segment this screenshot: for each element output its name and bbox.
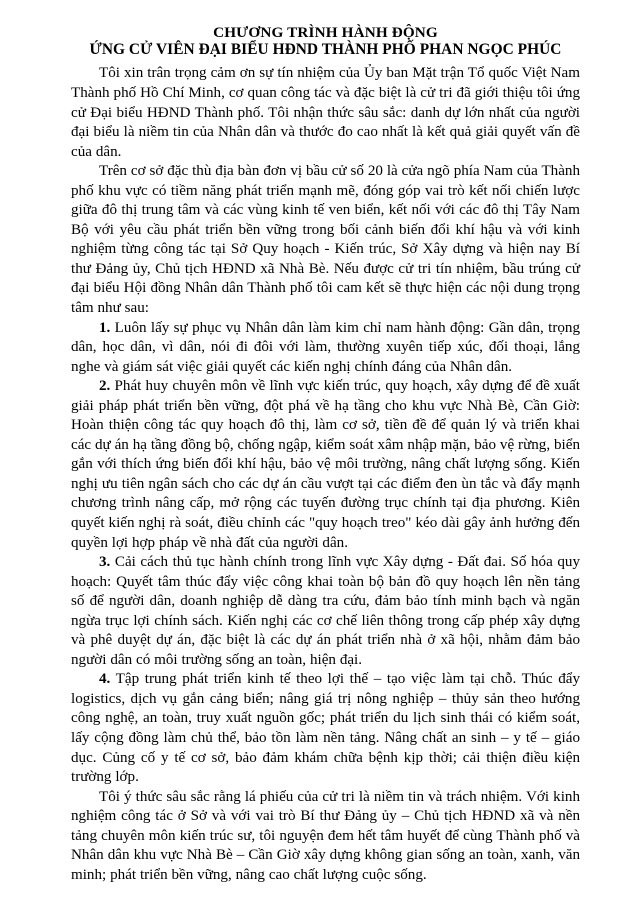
paragraph-text: Trên cơ sở đặc thù địa bàn đơn vị bầu cử số 20 là cửa ngõ phía Nam của Thành phố khu vực có tiềm năng phát triển mạnh mẽ, đóng góp vai trò kết nối chiến lược giữa đô thị trung tâm và các vùng kinh tế ven biển, kết nối với các đô thị Tây Nam Bộ với yêu cầu phát triển bền vững trong bối cảnh biến đổi khí hậu và với kinh nghiệm từng công tác tại Sở Quy hoạch - Kiến trúc, Sở Xây dựng và hiện nay Bí thư Đảng ủy, Chủ tịch HĐND xã Nhà Bè. Nếu được cử tri tín nhiệm, bầu trúng cử đại biểu Hội đồng Nhân dân Thành phố tôi cam kết sẽ thực hiện các nội dung trọng tâm như sau: — [71, 163, 580, 316]
paragraph-lead: 2. — [99, 378, 111, 395]
paragraph-context — [71, 162, 580, 318]
paragraph-lead: 1. — [99, 319, 111, 336]
paragraph-commitment-3 — [71, 553, 580, 670]
paragraph-commitment-2 — [71, 377, 580, 553]
paragraph-text: Cải cách thủ tục hành chính trong lĩnh vực Xây dựng - Đất đai. Số hóa quy hoạch: Quyết tâm thúc đẩy việc công khai toàn bộ bản đồ quy hoạch lên nền tảng số để người dân, doanh nghiệp dễ dàng tra cứu, đảm bảo tính minh bạch và ngăn ngừa trục lợi chính sách. Kiến nghị các cơ chế liên thông trong cấp phép xây dựng và phê duyệt dự án, đặc biệt là các dự án phát triển nhà ở xã hội, nhằm đảm bảo người dân có môi trường sống an toàn, hiện đại. — [71, 554, 580, 668]
paragraph-closing — [71, 788, 580, 886]
paragraph-commitment-1 — [71, 319, 580, 378]
paragraph-text: Tập trung phát triển kinh tế theo lợi thế – tạo việc làm tại chỗ. Thúc đẩy logistics, dịch vụ gắn cảng biển; nâng giá trị nông nghiệp – thủy sản theo hướng công nghệ, an toàn, truy xuất nguồn gốc; phát triển du lịch sinh thái có kiểm soát, lấy cộng đồng làm chủ thể, bảo tồn làm nền tảng. Nâng chất an sinh – y tế – giáo dục. Củng cố y tế cơ sở, bảo đảm khám chữa bệnh kịp thời; cải thiện điều kiện trường lớp. — [71, 671, 580, 786]
page-title-line-2: ỨNG CỬ VIÊN ĐẠI BIỂU HĐND THÀNH PHỐ PHAN NGỌC PHÚC — [89, 41, 562, 59]
paragraph-text: Tôi xin trân trọng cảm ơn sự tín nhiệm của Ủy ban Mặt trận Tổ quốc Việt Nam Thành phố Hồ Chí Minh, cơ quan công tác và đặc biệt là cử tri đã giới thiệu tôi ứng cử Đại biểu HĐND Thành phố. Tôi nhận thức sâu sắc: danh dự lớn nhất của người đại biểu là niềm tin của Nhân dân và thước đo cao nhất là kết quả giải quyết vấn đề của dân. — [71, 65, 580, 160]
paragraph-lead: 3. — [99, 554, 111, 571]
paragraph-commitment-4 — [71, 670, 580, 787]
paragraph-text: Tôi ý thức sâu sắc rằng lá phiếu của cử tri là niềm tin và trách nhiệm. Với kinh nghiệm công tác ở Sở và với vai trò Bí thư Đảng ủy – Chủ tịch HĐND xã và nền tảng chuyên môn kiến trúc sư, tôi nguyện đem hết tâm huyết để cùng Thành phố và Nhân dân khu vực Nhà Bè – Cần Giờ xây dựng không gian sống an toàn, xanh, văn minh; phát triển bền vững, nâng cao chất lượng cuộc sống. — [71, 788, 580, 883]
document-body — [71, 64, 580, 885]
paragraph-intro — [71, 64, 580, 162]
paragraph-lead: 4. — [99, 671, 111, 688]
page-title-line-1: CHƯƠNG TRÌNH HÀNH ĐỘNG — [213, 24, 438, 41]
paragraph-text: Luôn lấy sự phục vụ Nhân dân làm kim chỉ nam hành động: Gần dân, trọng dân, học dân, vì dân, nói đi đôi với làm, thường xuyên tiếp xúc, đối thoại, lắng nghe và giám sát việc giải quyết các kiến nghị chính đáng của Nhân dân. — [71, 319, 580, 375]
paragraph-text: Phát huy chuyên môn về lĩnh vực kiến trúc, quy hoạch, xây dựng để đề xuất giải pháp phát triển bền vững, đột phá về hạ tầng cho khu vực Nhà Bè, Cần Giờ: Hoàn thiện công tác quy hoạch đô thị, làm cơ sở, tiền đề để quản lý và triển khai các dự án hạ tầng đồng bộ, chống ngập, kiểm soát xâm nhập mặn, bảo vệ rừng, biển gắn với thích ứng biến đổi khí hậu, bảo vệ môi trường, nâng chất lượng sống. Kiến nghị ưu tiên ngân sách cho các dự án cầu vượt tại các điểm đen ùn tắc và đẩy mạnh chương trình nâng cấp, mở rộng các tuyến đường trục chính tại địa phương. Kiên quyết kiến nghị rà soát, điều chỉnh các "quy hoạch treo" kéo dài gây ảnh hưởng đến quyền lợi hợp pháp về nhà đất của người dân. — [71, 378, 580, 551]
page-title — [71, 24, 580, 58]
